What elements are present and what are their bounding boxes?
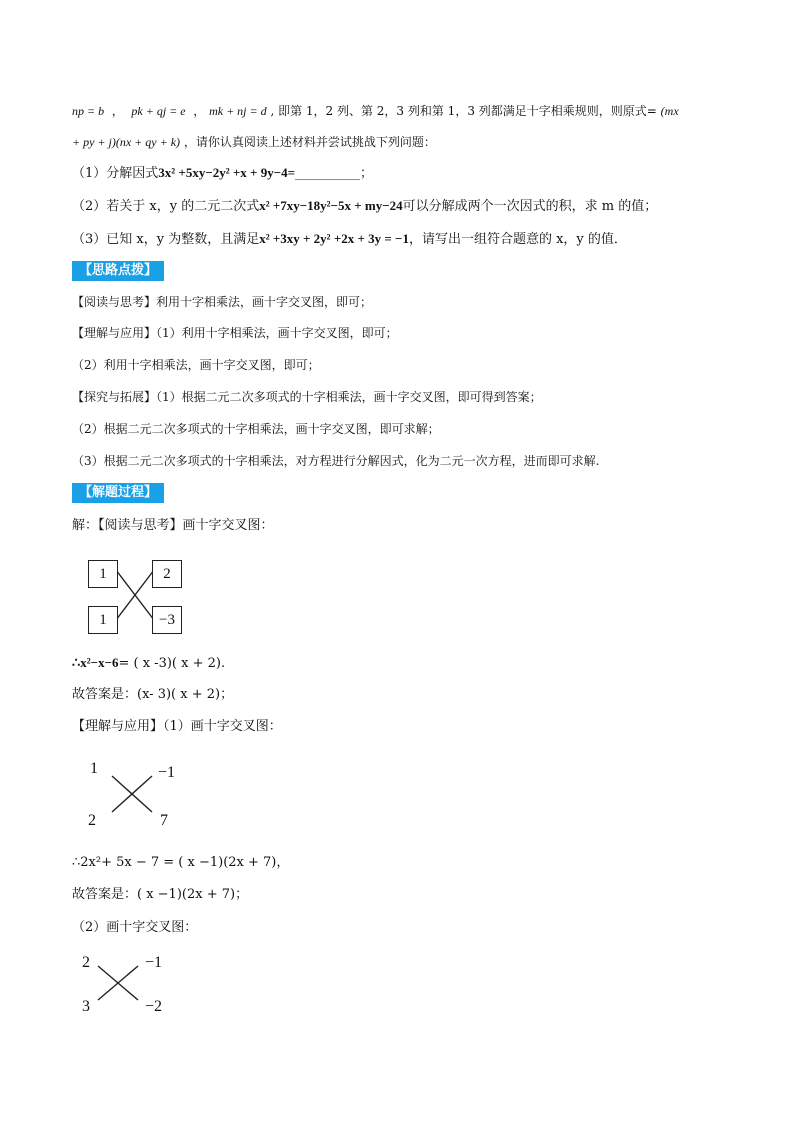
hint-badge: 【思路点拨】 bbox=[72, 261, 164, 281]
diagram3-top-right: −1 bbox=[145, 954, 163, 971]
diagram2-top-left: 1 bbox=[90, 760, 98, 777]
intro-eq-2: pk + qj = e bbox=[131, 104, 186, 118]
diagram2-top-right: −1 bbox=[158, 764, 176, 781]
hint-4: 【探究与拓展】（1）根据二元二次多项式的十字相乘法，画十字交叉图，即可得到答案； bbox=[72, 390, 542, 404]
question-1-expr: 3x² +5xy−2y² +x + 9y−4= bbox=[158, 165, 296, 180]
equation-1-rest: = ( x -3)( x + 2). bbox=[118, 656, 226, 671]
hint-3: （2）利用十字相乘法，画十字交叉图，即可； bbox=[72, 358, 320, 372]
section-2-heading: 【理解与应用】（1）画十字交叉图： bbox=[72, 719, 282, 734]
question-1-prefix: （1）分解因式 bbox=[72, 166, 159, 181]
equation-1 bbox=[72, 653, 732, 674]
question-2 bbox=[72, 196, 732, 217]
intro-text-2: (mx bbox=[660, 104, 679, 118]
intro-text-3: ，请你认真阅读上述材料并尝试挑战下列问题： bbox=[183, 135, 436, 149]
question-2-prefix: （2）若关于 x，y 的二元二次式 bbox=[72, 199, 260, 214]
cross-lines-2 bbox=[112, 776, 154, 814]
question-3 bbox=[72, 229, 732, 250]
intro-eq-1: np = b bbox=[72, 104, 105, 118]
solution-intro: 解：【阅读与思考】画十字交叉图： bbox=[72, 518, 274, 533]
answer-2: 故答案是：( x −1)(2x + 7)； bbox=[72, 887, 249, 902]
question-3-prefix: （3）已知 x，y 为整数，且满足 bbox=[72, 232, 260, 247]
intro-eq-3: mk + nj = d bbox=[209, 104, 267, 118]
cross-lines-1 bbox=[116, 570, 156, 622]
diagram2-bottom-right: 7 bbox=[160, 812, 168, 829]
intro-line-1: np = b ， pk + qj = e ， mk + nj = d , 即第 1，2 列、第 2，3 列和第 1，3 列都满足十字相乘规则，则原式= (mx bbox=[72, 104, 679, 118]
equation-1-expr: ∴x²−x−6 bbox=[72, 655, 119, 670]
section-3-heading: （2）画十字交叉图： bbox=[72, 920, 198, 935]
question-2-suffix: 可以分解成两个一次因式的积，求 m 的值； bbox=[402, 199, 658, 214]
question-3-expr: x² +3xy + 2y² +2x + 3y = −1 bbox=[259, 231, 409, 246]
intro-text-1: , 即第 1，2 列、第 2，3 列和第 1，3 列都满足十字相乘规则，则原式= bbox=[270, 104, 657, 118]
question-1-suffix: __________； bbox=[295, 166, 374, 181]
hint-2: 【理解与应用】（1）利用十字相乘法，画十字交叉图，即可； bbox=[72, 326, 398, 340]
answer-1: 故答案是：(x- 3)( x + 2)； bbox=[72, 687, 234, 702]
diagram3-bottom-right: −2 bbox=[145, 998, 163, 1015]
diagram1-bottom-right: −3 bbox=[152, 606, 182, 634]
diagram2-bottom-left: 2 bbox=[88, 812, 96, 829]
cross-lines-3 bbox=[98, 966, 140, 1002]
question-2-expr: x² +7xy−18y²−5x + my−24 bbox=[259, 198, 403, 213]
diagram1-bottom-left: 1 bbox=[88, 606, 118, 634]
intro-eq-4: + py + j)(nx + qy + k) bbox=[72, 135, 181, 149]
hint-6: （3）根据二元二次多项式的十字相乘法，对方程进行分解因式，化为二元一次方程，进而即可求解. bbox=[72, 454, 600, 468]
intro-line-2 bbox=[72, 132, 732, 152]
diagram3-top-left: 2 bbox=[82, 954, 90, 971]
hint-5: （2）根据二元二次多项式的十字相乘法，画十字交叉图，即可求解； bbox=[72, 422, 440, 436]
hint-1: 【阅读与思考】利用十字相乘法，画十字交叉图，即可； bbox=[72, 295, 373, 309]
equation-2: ∴2x²+ 5x − 7 = ( x −1)(2x + 7)， bbox=[72, 855, 290, 870]
solution-badge: 【解题过程】 bbox=[72, 483, 164, 503]
question-1 bbox=[72, 163, 732, 184]
diagram1-top-left: 1 bbox=[88, 560, 118, 588]
question-3-suffix: ，请写出一组符合题意的 x，y 的值． bbox=[408, 232, 627, 247]
diagram1-top-right: 2 bbox=[152, 560, 182, 588]
diagram3-bottom-left: 3 bbox=[82, 998, 90, 1015]
